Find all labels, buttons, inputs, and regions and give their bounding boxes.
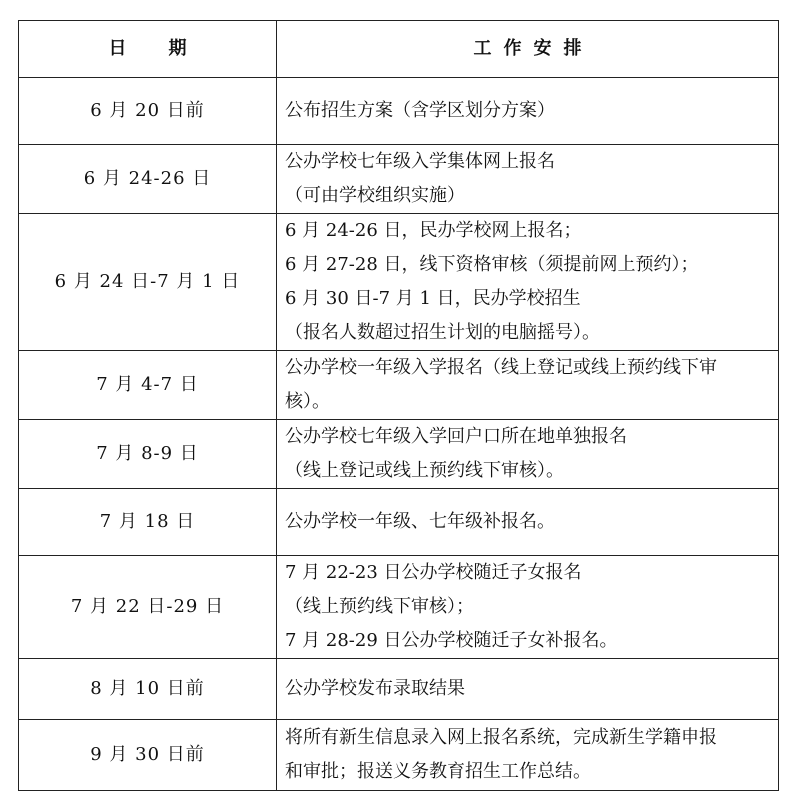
date-cell: 7 月 4-7 日 (19, 351, 277, 420)
plan-cell (277, 351, 779, 420)
plan-cell (277, 556, 779, 659)
table-row (19, 489, 779, 556)
plan-cell (277, 720, 779, 791)
date-cell: 8 月 10 日前 (19, 659, 277, 720)
plan-line: （报名人数超过招生计划的电脑摇号）。 (285, 322, 600, 343)
date-cell: 7 月 18 日 (19, 489, 277, 556)
table-header-row (19, 21, 779, 78)
plan-line: 将所有新生信息录入网上报名系统，完成新生学籍申报 (285, 727, 717, 748)
header-plan: 工作安排 (277, 21, 779, 78)
plan-line: 公办学校一年级、七年级补报名。 (285, 511, 555, 532)
date-cell: 6 月 24 日-7 月 1 日 (19, 214, 277, 351)
plan-cell (277, 214, 779, 351)
plan-line: （可由学校组织实施） (285, 185, 465, 206)
plan-line: 公办学校一年级入学报名（线上登记或线上预约线下审 (285, 357, 717, 378)
date-cell: 7 月 8-9 日 (19, 420, 277, 489)
table-row (19, 78, 779, 145)
plan-line: 公办学校发布录取结果 (285, 678, 465, 699)
header-date: 日 期 (19, 21, 277, 78)
plan-line: 公办学校七年级入学回户口所在地单独报名 (285, 426, 627, 447)
plan-cell (277, 659, 779, 720)
plan-cell (277, 420, 779, 489)
table-row (19, 145, 779, 214)
table-row (19, 351, 779, 420)
date-cell: 6 月 24-26 日 (19, 145, 277, 214)
plan-line: 6 月 27-28 日，线下资格审核（须提前网上预约）； (285, 254, 699, 275)
table-row (19, 720, 779, 791)
table-row (19, 659, 779, 720)
plan-line: （线上预约线下审核）； (285, 596, 474, 617)
plan-line: 和审批；报送义务教育招生工作总结。 (285, 761, 591, 782)
table-row (19, 420, 779, 489)
plan-line: （线上登记或线上预约线下审核）。 (285, 460, 564, 481)
plan-line: 7 月 22-23 日公办学校随迁子女报名 (285, 562, 582, 583)
table-row (19, 556, 779, 659)
plan-line: 6 月 30 日-7 月 1 日，民办学校招生 (285, 288, 581, 309)
plan-line: 核）。 (285, 391, 330, 412)
date-cell: 7 月 22 日-29 日 (19, 556, 277, 659)
plan-line: 6 月 24-26 日，民办学校网上报名； (285, 220, 582, 241)
plan-line: 公布招生方案（含学区划分方案） (285, 100, 555, 121)
table-row (19, 214, 779, 351)
plan-line: 公办学校七年级入学集体网上报名 (285, 151, 555, 172)
schedule-table (18, 20, 779, 791)
plan-line: 7 月 28-29 日公办学校随迁子女补报名。 (285, 630, 618, 651)
plan-cell (277, 78, 779, 145)
schedule-document (18, 20, 778, 791)
plan-cell (277, 145, 779, 214)
plan-cell (277, 489, 779, 556)
date-cell: 9 月 30 日前 (19, 720, 277, 791)
date-cell: 6 月 20 日前 (19, 78, 277, 145)
